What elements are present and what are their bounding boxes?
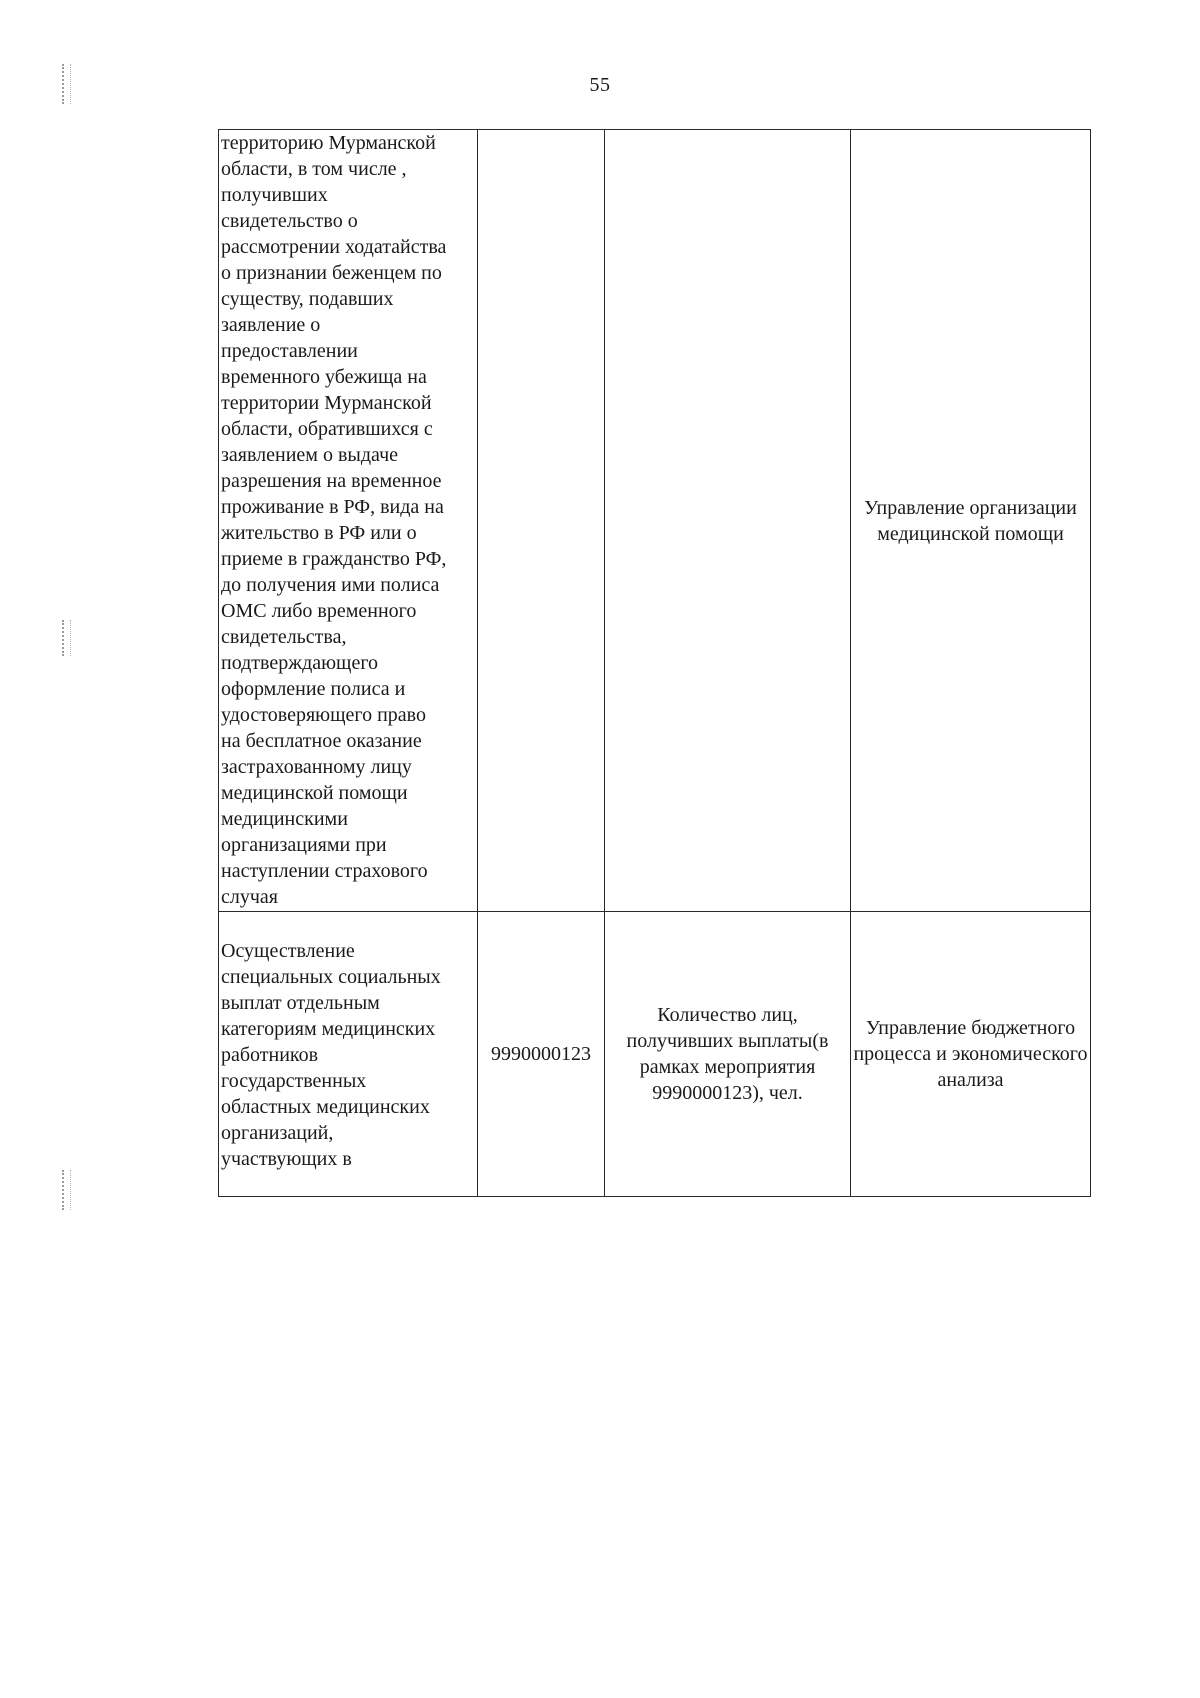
budget-code-cell	[478, 130, 605, 912]
binding-hole-mark	[62, 1170, 71, 1210]
table-row	[219, 912, 1091, 1197]
department-label: Управление организации медицинской помощи	[864, 496, 1077, 545]
budget-code-cell: 9990000123	[478, 912, 605, 1197]
indicator-cell	[605, 912, 851, 1197]
department-label: Управление бюджетного процесса и экономического анализа	[853, 1017, 1088, 1091]
measures-table	[218, 129, 1091, 1197]
department-cell	[851, 912, 1091, 1197]
binding-hole-mark	[62, 64, 71, 104]
table-row	[219, 130, 1091, 912]
department-cell	[851, 130, 1091, 912]
measure-description-text: Осуществление специальных социальных выплат отдельным категориям медицинских работников государственных областных медицинских организаций, участвующих в	[221, 940, 441, 1170]
measure-description-cell: территорию Мурманской области, в том числе , получивших свидетельство о рассмотрении ходатайства о признании беженцем по существу, подавших заявление о предоставлении временного убежища на территории Мурманской области, обратившихся с заявлением о выдаче разрешения на временное проживание в РФ, вида на жительство в РФ или о приеме в гражданство РФ, до получения ими полиса ОМС либо временного свидетельства, подтверждающего оформление полиса и удостоверяющего право на бесплатное оказание застрахованному лицу медицинской помощи медицинскими организациями при наступлении страхового случая	[219, 130, 478, 912]
measure-description-cell	[219, 912, 478, 1197]
page-number: 55	[589, 74, 611, 96]
binding-hole-mark	[62, 620, 71, 656]
indicator-label: Количество лиц, получивших выплаты(в рамках мероприятия 9990000123), чел.	[626, 1004, 829, 1104]
indicator-cell	[605, 130, 851, 912]
